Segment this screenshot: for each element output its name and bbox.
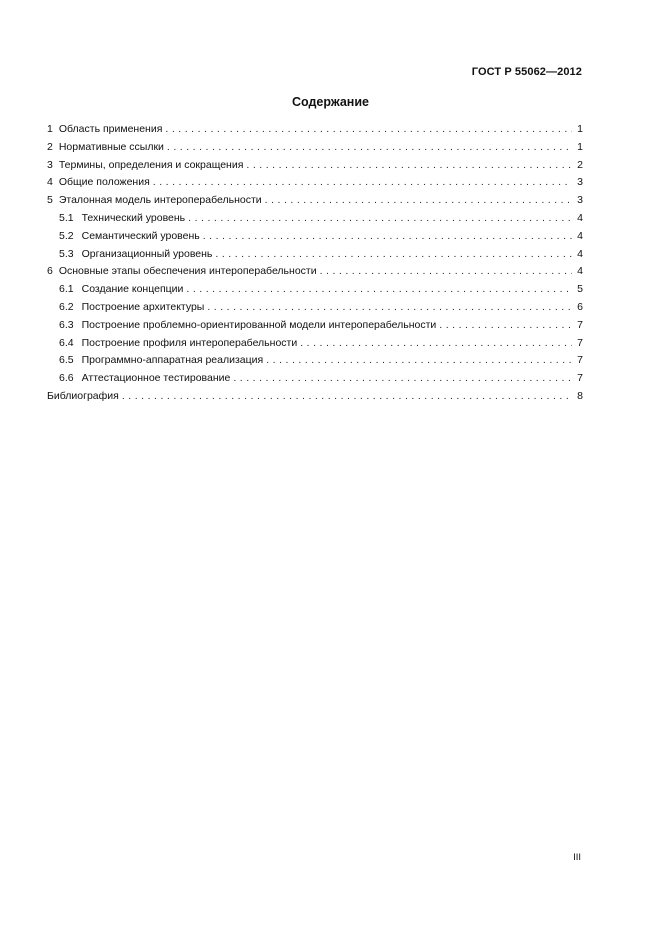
toc-item-page: 4 [577,265,583,278]
toc-item[interactable] [47,174,583,192]
toc-subitem[interactable] [47,228,583,246]
document-code: ГОСТ Р 55062—2012 [471,66,582,78]
toc-item[interactable] [47,192,583,210]
toc-leader-dots [215,246,572,264]
toc-leader-dots [167,139,572,157]
toc-leader-dots [122,388,572,406]
toc-subitem[interactable] [47,246,583,264]
toc-item-label: Эталонная модель интероперабельности [58,194,262,207]
toc-item-label: Аттестационное тестирование [81,372,231,385]
toc-item-bibliography[interactable] [47,388,583,406]
toc-item-page: 7 [577,318,583,331]
toc-item-page: 1 [577,123,583,135]
toc-item-page: 8 [577,389,583,402]
toc-item-page: 7 [577,336,583,349]
toc-item-number: 6 [47,265,53,278]
table-of-contents [47,121,583,406]
page-number: III [573,852,581,863]
toc-item-page: 4 [577,247,583,260]
toc-item-label: Построение проблемно-ориентированной модели интероперабельности [81,318,437,331]
toc-item-number: 5 [47,194,53,207]
toc-subitem[interactable] [47,317,583,335]
toc-item[interactable] [47,139,583,157]
toc-leader-dots [300,335,572,353]
toc-item-page: 6 [577,300,583,313]
toc-item-page: 4 [577,229,583,242]
toc-leader-dots [186,281,572,299]
toc-item-page: 2 [577,158,583,171]
toc-leader-dots [165,121,572,139]
toc-item-label: Семантический уровень [81,229,200,242]
toc-leader-dots [207,299,572,317]
toc-leader-dots [188,210,572,228]
page-title: Содержание [291,95,369,109]
toc-item-label: Технический уровень [81,211,186,224]
toc-item-number: 6.4 [59,336,74,349]
toc-item-page: 7 [577,372,583,385]
toc-subitem[interactable] [47,352,583,370]
toc-leader-dots [265,192,572,210]
toc-item-label: Построение профиля интероперабельности [81,336,298,349]
toc-item-number: 5.2 [59,229,74,242]
toc-item-number: 5.3 [59,247,74,260]
toc-item-page: 4 [577,211,583,224]
toc-item-page: 3 [577,194,583,207]
toc-item-label: Организационный уровень [81,247,213,260]
toc-item-label: Основные этапы обеспечения интероперабельности [58,265,317,278]
toc-item-page: 1 [577,140,583,153]
toc-subitem[interactable] [47,210,583,228]
toc-item-label: Нормативные ссылки [58,140,164,153]
toc-leader-dots [203,228,572,246]
toc-item-number: 5.1 [59,211,74,224]
toc-subitem[interactable] [47,335,583,353]
toc-leader-dots [246,157,572,175]
toc-item-page: 3 [577,176,583,189]
toc-item-number: 6.1 [59,283,74,296]
toc-subitem[interactable] [47,299,583,317]
toc-item-page: 5 [577,283,583,296]
toc-item-number: 6.5 [59,354,74,367]
toc-leader-dots [320,263,572,281]
toc-item-label: Создание концепции [81,283,184,296]
toc-item-page: 7 [577,354,583,367]
toc-item-number: 6.3 [59,318,74,331]
toc-item-number: 6.2 [59,300,74,313]
toc-leader-dots [266,352,572,370]
toc-item-label: Общие положения [58,176,150,189]
toc-item[interactable] [47,121,583,139]
toc-item-label: Библиография [47,389,119,402]
toc-item-label: Область применения [58,123,163,135]
toc-leader-dots [153,174,572,192]
toc-leader-dots [233,370,572,388]
toc-item-label: Термины, определения и сокращения [58,158,244,171]
toc-item-number: 2 [47,140,53,153]
toc-subitem[interactable] [47,370,583,388]
toc-item-label: Программно-аппаратная реализация [81,354,264,367]
toc-leader-dots [439,317,572,335]
toc-item[interactable] [47,157,583,175]
toc-item-label: Построение архитектуры [81,300,205,313]
toc-item-number: 4 [47,176,53,189]
toc-subitem[interactable] [47,281,583,299]
toc-item-number: 6.6 [59,372,74,385]
toc-item-number: 1 [47,123,53,135]
toc-item-number: 3 [47,158,53,171]
toc-item[interactable] [47,263,583,281]
